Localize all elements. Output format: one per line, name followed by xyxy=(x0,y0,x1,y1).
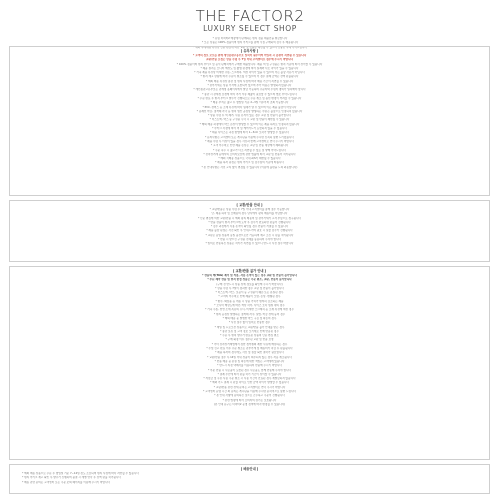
notice-line: * 제품 컬러는 모니터 해상도 및 촬영 환경에 따라 실제와 다소 차이가 있을 수 있습니다 xyxy=(200,66,299,70)
section-lines xyxy=(10,274,489,407)
notice-line: * 유럽 더팩터2 매장에서 판매하는 현지 정품 제품만을 취급합니다 xyxy=(212,37,288,40)
section-title: [ 교환/반품 불가 안내 ] xyxy=(232,269,267,273)
notice-line: * 결제 수단에 따라 환불 처리 기간이 상이할 수 있습니다 xyxy=(217,372,282,376)
notice-line: * 교환은 동일 상품의 동일 옵션으로만 가능하며 재고 소진 시 환불 처리됩니다 xyxy=(205,233,294,237)
notice-line: * 제품 하자의 경우에도 사진 및 실물 확인 절차가 필요합니다 xyxy=(215,351,284,355)
notice-line: * 배송 관련 문의는 고객센터 또는 주문 조회 페이지를 이용해 주시기 바랍니다 xyxy=(22,480,111,484)
notice-line: * 부티크 사정에 따라 택 및 케어카드가 포함되지 않을 수 있습니다 xyxy=(212,127,287,131)
notice-line: * 수입 신고 완료 이후 주문 취소는 관부가세 및 배송비가 차감 후 환불됩니다 xyxy=(206,347,293,351)
notice-line: * 해외 카드 결제 시 환율 차이로 인한 금액 차이가 발생할 수 있습니다 xyxy=(210,381,289,385)
notice-line: 단, 제품 하자 및 오배송의 경우 당사에서 왕복 배송비를 부담합니다 xyxy=(211,212,288,216)
notice-line: * 해외 배송 과정에서 박스 손상이 발생할 수 있으며 이는 제품 하자로 인정되지 않습니다 xyxy=(199,122,300,126)
notice-line: * 주문 후 현지 발주가 완료된 상품의 단순 변심 취소 xyxy=(220,334,279,338)
notice-line: * 모든 상품은 100% 정품이며 현지 부티크를 통해 직접 구매하여 검수 후 배송됩니다 xyxy=(201,41,299,45)
section-title: [ 교환/반품 안내 ] xyxy=(236,203,263,207)
notice-line: * 고객 부주의로 인한 제품 손상은 교환 및 반품 대상에서 제외됩니다 xyxy=(210,144,289,148)
notice-line: * 반품 배송 중 분실 및 파손에 대한 책임은 고객에게 있습니다 xyxy=(214,359,285,363)
notice-line: * 검수 과정에서 사용 흔적이 확인될 경우 반품이 거절될 수 있습니다 xyxy=(210,225,289,229)
notice-line: * 본 안내사항은 사전 고지 없이 변경될 수 있습니다 (이용에 불편을 드려 죄송합니다) xyxy=(201,165,298,169)
notice-line: * 주문 폭주 시 출고가 다소 지연될 수 있는 점 양해 부탁드립니다 xyxy=(212,148,286,152)
notice-line: * 제품 하자 판정은 현지 부티크 및 검수팀의 기준에 따릅니다 xyxy=(215,161,284,165)
notice-line: * 모니터 해상도에 따른 색상 차이, 사이즈 오차 범위 내의 경우 xyxy=(214,304,285,308)
notice-line: * 향수, 화장품 등 개봉 시 상품 가치가 현저히 감소하는 제품 xyxy=(215,299,284,303)
notice-line: * 더스트백, 박스, 보증서 등 구성품이 훼손 또는 분실된 경우 xyxy=(215,291,284,295)
notice-line: * 주문 완료 후 현지 부티크 발주가 진행되므로 주문 취소 및 옵션 변경이 어려울 수 있습니다 xyxy=(197,96,302,100)
section-title: [ 유의사항 ] xyxy=(240,49,259,53)
notice-line: * 전자상거래 등에서의 소비자보호에 관한 법률에 따라 교환 및 반품이 처리됩니다 xyxy=(203,152,296,156)
notice-line: * 기타 전자상거래법에서 정한 청약철회 제한 사유에 해당하는 경우 xyxy=(211,342,288,346)
notice-line: * 배송 추적은 출고 후 영업일 기준 2~3일 이후부터 조회 가능합니다 xyxy=(210,101,289,105)
notice-line: * 현지 재고 상황에 따라 주문이 취소될 수 있으며 이 경우 결제 금액은 전액 환불됩니다 xyxy=(200,75,299,79)
notice-line: * 세일 및 프로모션 상품으로 교환/반품 불가 안내를 받은 경우 xyxy=(214,325,285,329)
notice-line: * 고객의 부주의로 인해 제품이 오염, 손상, 변형된 경우 xyxy=(218,295,281,299)
notice-line: * 상품 수령 후 7일이 경과한 경우 교환 및 반품이 불가합니다 xyxy=(215,286,284,290)
no-return-section xyxy=(9,266,490,460)
notice-line: 교환/반품 요청은 상품 수령 후 7일 이내 고객센터로 접수해 주시기 바랍니다 xyxy=(206,58,293,62)
notice-line: * 사전 접수 없이 임의로 반송한 경우 xyxy=(228,321,271,325)
section-lines xyxy=(10,472,489,485)
notice-line: (구매 전 반드시 상품 상세 정보를 확인해 주시기 바랍니다) xyxy=(216,282,283,286)
notice-line: * 가죽 주름, 천연 소재 특유의 무늬, 미세한 스크래치 등 소재 특성에 따른 경우 xyxy=(205,308,294,312)
notice-line: * 제품 불량 판정은 사진 확인 후 안내드리며 필요 시 실물 검수가 진행됩니다 xyxy=(206,229,293,233)
notice-line: (본 안내 문구는 더팩터2 운영 정책에 따라 변경될 수 있습니다) xyxy=(213,402,286,406)
notice-line: * 가죽 제품 특성상 미세한 주름, 스크래치, 색상 차이가 있을 수 있으며 이는 불량 사유가 아닙니다 xyxy=(194,71,305,75)
shipping-section xyxy=(9,464,490,494)
section-lines xyxy=(10,54,489,170)
notice-line: * 고객센터 운영 시간 외 문의는 게시판을 이용해 주시면 순차적으로 답변 드립니다 xyxy=(202,390,297,394)
notice-line: * 해외 직배송 상품으로 국내 A/S가 제한될 수 있습니다 xyxy=(218,157,281,161)
notice-line: * 주문 제작 상품 및 현지 한정 상품은 주문 취소, 교환, 반품이 불가합니다 xyxy=(207,278,292,282)
notice-line: * 반드시 지정 택배사를 이용하여 반품해 주시기 바랍니다 xyxy=(217,364,282,368)
notice-line: * 임의로 반송하신 상품은 처리가 지연될 수 있으니 반드시 사전 접수 바랍니다 xyxy=(205,242,294,246)
notice-line: * 봉제선 마감, 접착제 자국 등 현지 생산 공정상 발생하는 부분은 불량으로 인정되지 않습니다 xyxy=(196,109,303,113)
notice-line: * PVC, 캔버스 등 소재 특성에 따라 냄새가 날 수 있으며 이는 제품 불량이 아닙니다 xyxy=(202,105,297,109)
notice-line: * 단순 변심에 의한 교환/반품 시 해외 왕복 배송비 및 관부가세가 고객 부담으로 청구됩니다 xyxy=(197,216,302,220)
notice-line: * 제품 사이즈는 측정 방법에 따라 1~3cm 오차가 발생할 수 있습니다 xyxy=(209,131,290,135)
notice-line: * 현지 부티크 재고 확인 후 발주가 진행되며 품절 시 개별 연락 후 전액 환불 처리됩니다 xyxy=(22,476,121,480)
notice-line: * 구매 확정 이후 접수된 교환 및 반품 요청 xyxy=(225,338,274,342)
notice-line: * 관부가세는 상품 가격에 포함되어 있으며 추가 비용은 발생하지 않습니다 xyxy=(207,84,292,88)
notice-line: * 교환/반품은 상품 수령 후 7일 이내 고객센터를 통해 접수 가능합니다 xyxy=(209,208,290,211)
exchange-return-section xyxy=(9,200,490,262)
notice-line: * 더스트백, 박스 등 구성품 누락 시 교환 및 반품이 제한될 수 있습니다 xyxy=(209,118,290,122)
notice-line: * 개인통관고유부호는 관세청 홈페이지에서 발급 가능하며 주문자와 수령자 명의가 일치해야 합니다 xyxy=(193,88,306,92)
brand-subtitle: LUXURY SELECT SHOP xyxy=(203,24,297,33)
notice-line: * 현지 공정상 발생하는 접착제 자국, 실밥, 마감 상태 등의 경우 xyxy=(213,312,286,316)
notice-line: * 교환/반품 관련 상세 문의는 고객센터로 연락 주시기 바랍니다 xyxy=(213,385,286,389)
notice-line: * 통관 시 관세청 요청에 따라 추가 서류 제출이 필요할 수 있으며 협조 부탁드립니다 xyxy=(202,92,297,96)
notice-line: * 상품 수령 후 택 제거, 사용 흔적이 있는 경우 교환 및 반품이 불가합니다 xyxy=(208,114,291,118)
notice-line: * 해외 배송 중 발생한 박스 구김 및 파손의 경우 xyxy=(222,316,277,320)
notice-line: * 상품의 택(TAG) 제거 및 착용, 사용 흔적이 있는 경우 교환 및 반품이 불가합니다 xyxy=(202,274,297,277)
notice-line: * 교환/반품 접수 후 14일 이내 상품이 회수되지 않는 경우 자동 취소됩니다 xyxy=(207,355,292,359)
notice-line: * 통관 보류 및 고객 정보 오기재로 인해 반송된 경우 xyxy=(220,329,279,333)
notice-line: * 제품 수령 후 이상이 있을 경우 사진과 함께 고객센터로 연락 주시기 바랍니다 xyxy=(205,139,294,143)
notice-line: * 100% 정품이며 현지 부티크 및 공식 판매처에서 구매한 제품입니다. 제품 택 및 구성품은 현지 기준에 따라 상이할 수 있습니다 xyxy=(176,62,323,66)
section-title: [ 배송안내 ] xyxy=(240,467,259,471)
notice-line: * 해외 구매대행 특성상 단순 변심에 의한 교환 및 반품은 제한될 수 있으니 신중한 구매 부탁드립니다 xyxy=(193,45,307,49)
notice-line: * 본 안내 사항에 동의하신 것으로 간주하고 주문이 진행됩니다 xyxy=(214,394,285,398)
notice-section xyxy=(9,46,490,196)
notice-line: * 부분 반품 시 사은품이 포함된 경우 사은품도 함께 반송해 주셔야 합니다 xyxy=(207,368,292,372)
notice-line: * 반품 시 받으신 구성품 전체를 동봉하여 주셔야 합니다 xyxy=(217,238,281,242)
notice-line: * 반품 상품이 현지 부티크에 도착 후 검수가 완료되면 환불이 진행됩니다 xyxy=(208,220,291,224)
notice-line: * 해외 배송 특성상 통관 및 현지 사정에 따라 배송 기간이 지연될 수 있습니다 xyxy=(205,79,294,83)
notice-line: * 적립금 및 쿠폰 사용 주문 취소 시 사용 기간이 만료된 경우 재발급되지 않습니다 xyxy=(203,377,296,381)
brand-header xyxy=(0,0,500,34)
notice-line: * 고객의 정보 보호를 위해 개인통관고유부호 입력이 필수이며 미입력 시 통관이 지연될 수 있습니다 xyxy=(192,54,307,57)
notice-line: * 관련 법령에 따라 소비자의 권리는 보호됩니다 xyxy=(222,398,277,402)
notice-line: * 문의사항은 고객센터 또는 게시판을 이용해 주시면 신속히 답변 드리겠습니다 xyxy=(205,135,294,139)
brand-title: THE FACTOR2 xyxy=(195,7,305,25)
notice-line: * 해외 배송 상품으로 주문 후 영업일 기준 7~14일 정도 소요되며 현지 사정에 따라 지연될 수 있습니다 xyxy=(22,472,139,475)
section-lines xyxy=(10,208,489,247)
